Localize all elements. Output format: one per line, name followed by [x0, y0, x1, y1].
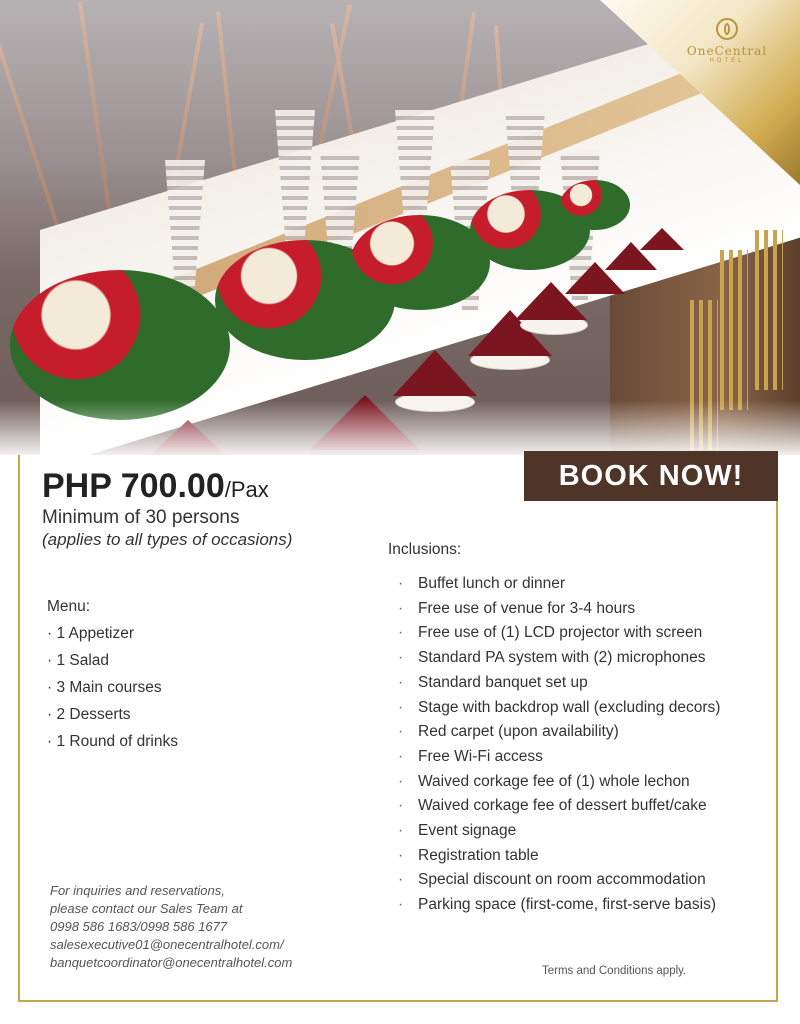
inclusion-text: Buffet lunch or dinner: [418, 575, 566, 592]
inclusion-text: Waived corkage fee of dessert buffet/cake: [418, 797, 707, 815]
bullet-icon: ·: [398, 723, 404, 741]
menu-item: · 1 Round of drinks: [47, 733, 178, 750]
inclusion-text: Free use of venue for 3-4 hours: [418, 599, 636, 617]
logo-name: OneCentral: [686, 44, 768, 58]
red-napkin: [393, 350, 477, 396]
pampas-grass: [0, 21, 64, 241]
price-unit: /Pax: [224, 477, 269, 502]
menu-title: Menu:: [47, 598, 91, 615]
inclusion-item: [398, 696, 720, 721]
inclusion-item: [398, 745, 720, 770]
flower-bouquet: [560, 180, 630, 230]
bullet-icon: ·: [398, 575, 404, 592]
gold-chiavari-chair: [755, 230, 783, 390]
inclusion-item: [398, 770, 720, 795]
bullet-icon: ·: [398, 698, 404, 716]
inclusion-text: Waived corkage fee of (1) whole lechon: [418, 772, 690, 790]
contact-info: [50, 882, 292, 972]
bullet-icon: ·: [398, 822, 404, 840]
inclusions-title: Inclusions:: [388, 541, 462, 558]
inclusion-text: Free Wi-Fi access: [418, 747, 543, 765]
inclusion-text: Free use of (1) LCD projector with screen: [418, 624, 703, 642]
inclusion-text: Parking space (first-come, first-serve basis): [418, 896, 717, 914]
price-amount: PHP 700.00: [42, 467, 225, 505]
menu-item: · 1 Appetizer: [47, 625, 135, 642]
inclusion-item: [398, 819, 720, 844]
contact-line: please contact our Sales Team at: [50, 901, 243, 916]
logo-icon: [716, 18, 738, 40]
price-line: [42, 467, 269, 506]
inclusion-item: [398, 597, 720, 622]
inclusion-text: Event signage: [418, 822, 517, 840]
inclusion-item: [398, 868, 720, 893]
inclusion-text: Standard banquet set up: [418, 673, 588, 691]
occasion-note: (applies to all types of occasions): [42, 530, 293, 549]
inclusion-text: Standard PA system with (2) microphones: [418, 649, 706, 667]
contact-phone: 0998 586 1683/0998 586 1677: [50, 919, 228, 934]
contact-line: For inquiries and reservations,: [50, 883, 225, 898]
pampas-grass: [78, 2, 114, 230]
bullet-icon: ·: [398, 846, 404, 864]
inclusions-list: [398, 572, 720, 918]
bullet-icon: ·: [398, 673, 404, 691]
menu-item: · 3 Main courses: [47, 679, 162, 696]
minimum-persons: Minimum of 30 persons: [42, 507, 240, 528]
contact-email: salesexecutive01@onecentralhotel.com/: [50, 937, 284, 952]
inclusion-text: Stage with backdrop wall (excluding decors): [418, 698, 721, 716]
inclusion-text: Registration table: [418, 846, 539, 864]
bullet-icon: ·: [398, 797, 404, 815]
bullet-icon: ·: [398, 649, 404, 667]
inclusion-text: Special discount on room accommodation: [418, 871, 706, 889]
red-napkin: [640, 228, 684, 250]
inclusion-item: [398, 794, 720, 819]
inclusion-item: [398, 646, 720, 671]
contact-email: banquetcoordinator@onecentralhotel.com: [50, 955, 293, 970]
bullet-icon: ·: [398, 599, 404, 617]
bullet-icon: ·: [398, 747, 404, 765]
inclusion-item: [398, 671, 720, 696]
flower-bouquet: [10, 270, 230, 420]
book-now-button[interactable]: BOOK NOW!: [524, 451, 778, 501]
inclusion-text: Red carpet (upon availability): [418, 723, 619, 741]
menu-section: [47, 593, 178, 755]
inclusion-item: [398, 621, 720, 646]
bullet-icon: ·: [398, 624, 404, 642]
inclusion-item: [398, 572, 720, 597]
menu-item: · 2 Desserts: [47, 706, 131, 723]
inclusion-item: [398, 893, 720, 918]
bullet-icon: ·: [398, 772, 404, 790]
menu-item: · 1 Salad: [47, 652, 110, 669]
bullet-icon: ·: [398, 871, 404, 889]
bullet-icon: ·: [398, 896, 404, 914]
terms-note: Terms and Conditions apply.: [542, 965, 687, 977]
inclusion-item: [398, 844, 720, 869]
photo-fade: [0, 400, 800, 455]
logo-sub: HOTEL: [709, 58, 745, 64]
gold-chiavari-chair: [720, 250, 748, 410]
flower-bouquet: [350, 215, 490, 310]
hotel-logo: [672, 18, 782, 64]
inclusion-item: [398, 720, 720, 745]
